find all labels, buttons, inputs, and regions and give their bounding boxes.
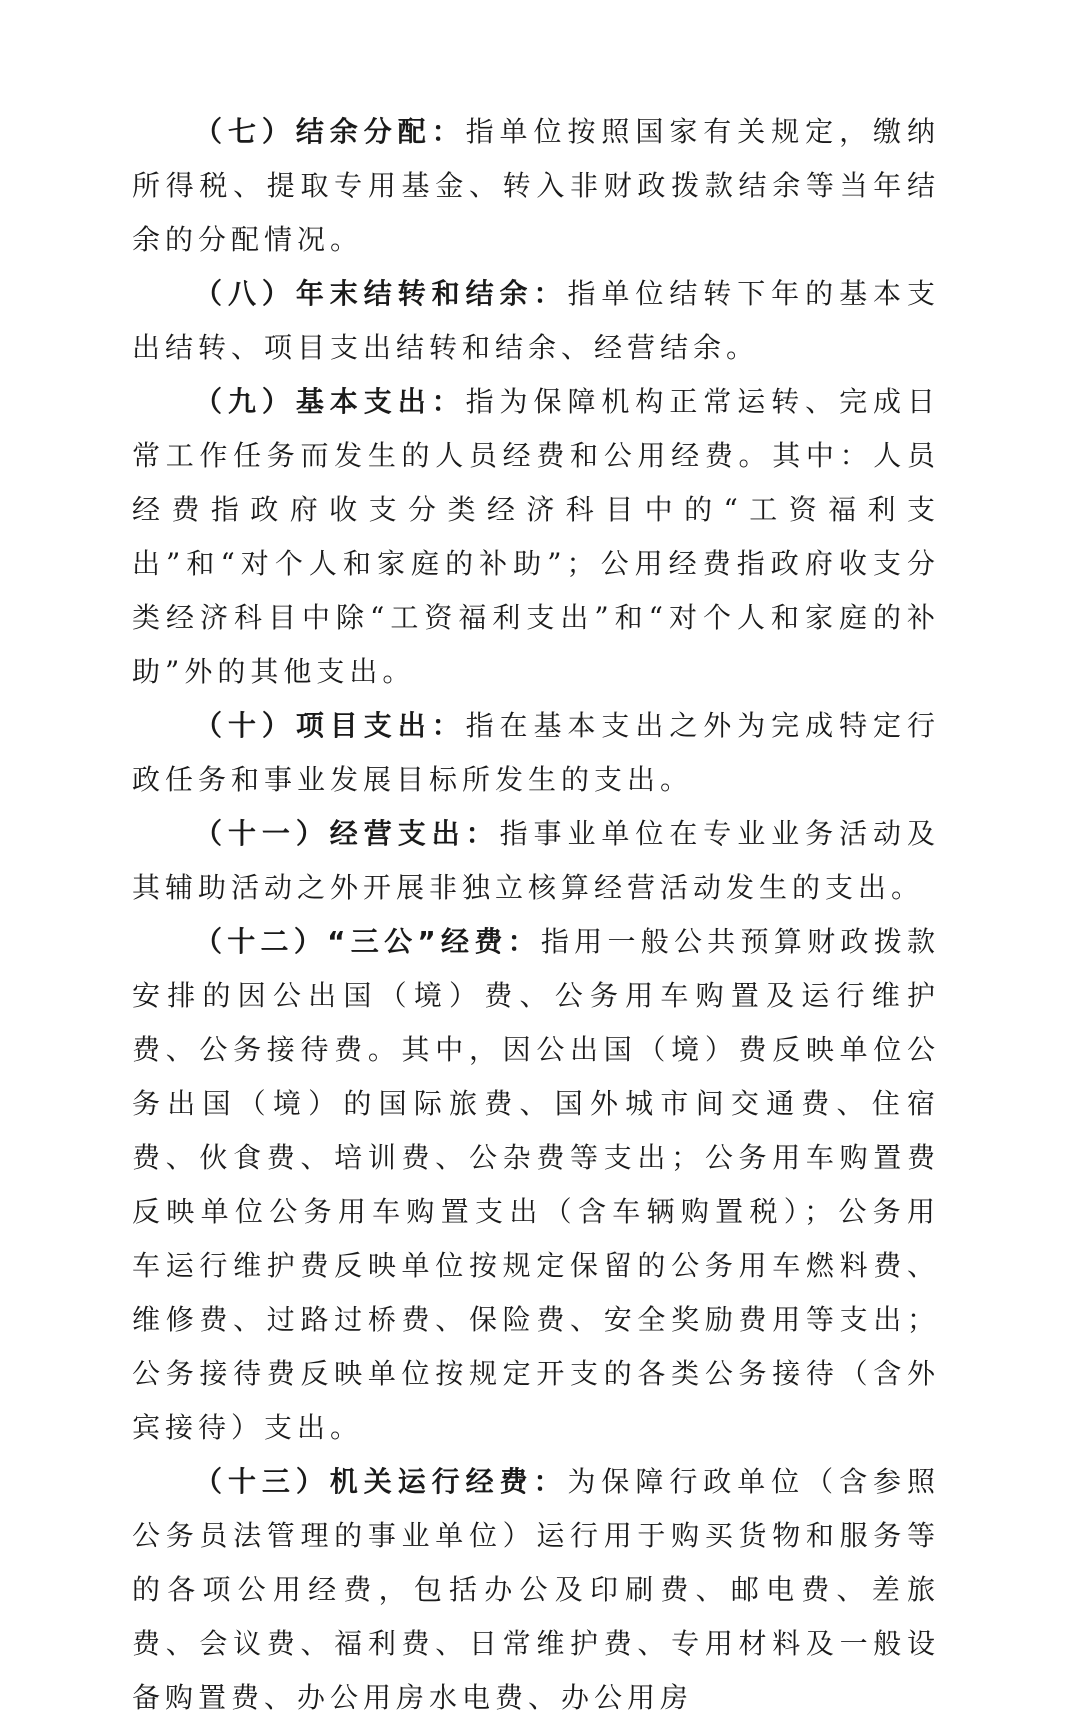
term-heading: （九）基本支出： xyxy=(194,385,466,418)
paragraph-surplus-distribution xyxy=(132,105,940,267)
term-heading: （七）结余分配： xyxy=(194,115,466,148)
term-heading: （十二）“三公”经费： xyxy=(194,925,541,958)
term-heading: （十三）机关运行经费： xyxy=(194,1465,568,1498)
definition-text: 指用一般公共预算财政拨款安排的因公出国（境）费、公务用车购置及运行维护费、公务接待费。其中，因公出国（境）费反映单位公务出国（境）的国际旅费、国外城市间交通费、住宿费、伙食费、培训费、公杂费等支出；公务用车购置费反映单位公务用车购置支出（含车辆购置税）；公务用车运行维护费反映单位按规定保留的公务用车燃料费、维修费、过路过桥费、保险费、安全奖励费用等支出；公务接待费反映单位按规定开支的各类公务接待（含外宾接待）支出。 xyxy=(132,925,940,1444)
definition-text: 指事业单位在专业业务活动及其辅助活动之外开展非独立核算经营活动发生的支出。 xyxy=(132,817,940,904)
paragraph-project-expenditure xyxy=(132,699,940,807)
definition-text: 指单位结转下年的基本支出结转、项目支出结转和结余、经营结余。 xyxy=(132,277,940,364)
definition-text: 指为保障机构正常运转、完成日常工作任务而发生的人员经费和公用经费。其中：人员经费指政府收支分类经济科目中的“工资福利支出”和“对个人和家庭的补助”；公用经费指政府收支分类经济科目中除“工资福利支出”和“对个人和家庭的补助”外的其他支出。 xyxy=(132,385,940,688)
paragraph-three-public-expenses xyxy=(132,915,940,1455)
paragraph-agency-operating-costs xyxy=(132,1455,940,1725)
term-heading: （十一）经营支出： xyxy=(194,817,500,850)
paragraph-year-end-carryover xyxy=(132,267,940,375)
paragraph-basic-expenditure xyxy=(132,375,940,699)
paragraph-operating-expenditure xyxy=(132,807,940,915)
document-page xyxy=(132,105,940,1725)
definition-text: 指单位按照国家有关规定，缴纳所得税、提取专用基金、转入非财政拨款结余等当年结余的分配情况。 xyxy=(132,115,940,256)
term-heading: （十）项目支出： xyxy=(194,709,466,742)
term-heading: （八）年末结转和结余： xyxy=(194,277,568,310)
definition-text: 为保障行政单位（含参照公务员法管理的事业单位）运行用于购买货物和服务等的各项公用经费，包括办公及印刷费、邮电费、差旅费、会议费、福利费、日常维护费、专用材料及一般设备购置费、办公用房水电费、办公用房 xyxy=(132,1465,940,1714)
definition-text: 指在基本支出之外为完成特定行政任务和事业发展目标所发生的支出。 xyxy=(132,709,940,796)
